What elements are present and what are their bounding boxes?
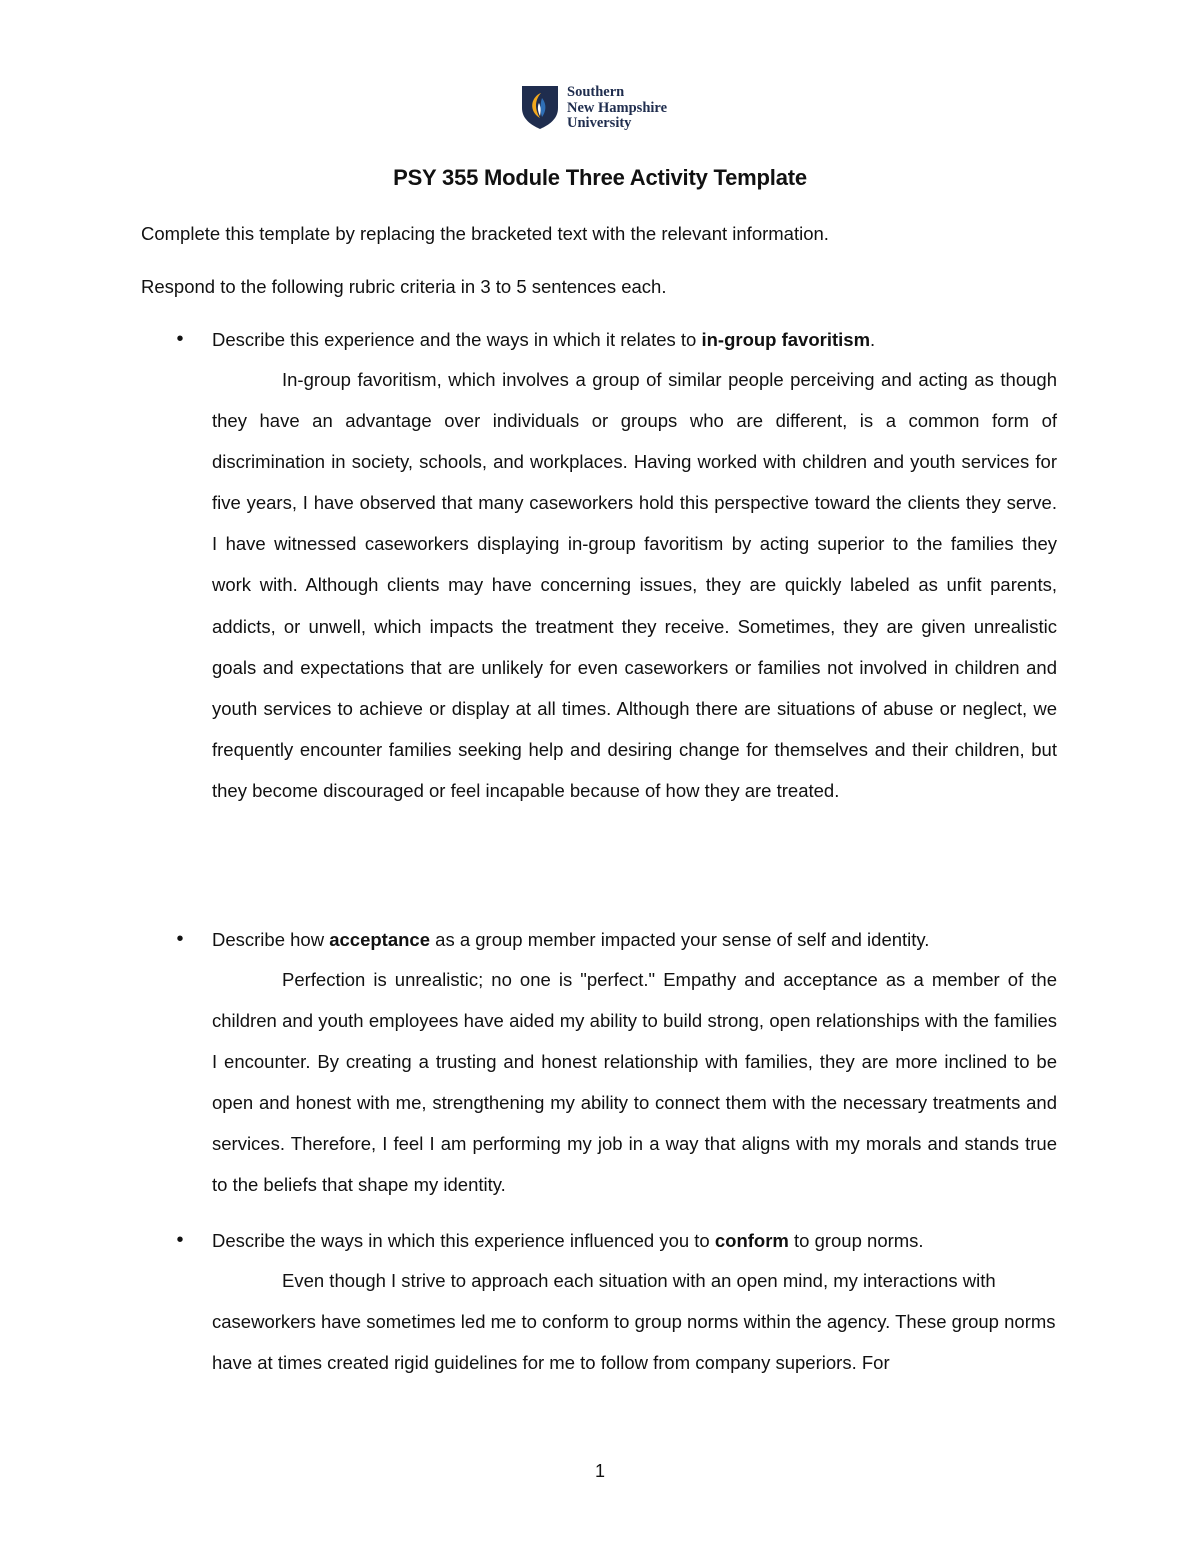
- page-number: 1: [594, 1461, 605, 1481]
- instruction-respond-criteria: Respond to the following rubric criteria in 3 to 5 sentences each.: [141, 276, 667, 297]
- logo-line-3: University: [567, 115, 632, 131]
- instruction-replace-text: Complete this template by replacing the bracketed text with the relevant information.: [141, 223, 829, 244]
- logo-line-2: New Hampshire: [567, 99, 668, 116]
- criterion-keyword: acceptance: [329, 929, 431, 950]
- criterion-prompt: [212, 1229, 1112, 1253]
- criterion-prompt: [212, 928, 1112, 952]
- criterion-prompt-suffix: .: [870, 329, 876, 350]
- bullet-point: •: [176, 328, 184, 350]
- document-title: PSY 355 Module Three Activity Template: [393, 165, 807, 190]
- criterion-prompt-suffix: as a group member impacted your sense of self and identity.: [430, 929, 930, 950]
- shield-flame-icon: [521, 84, 559, 130]
- bullet-point: •: [176, 1229, 184, 1251]
- criterion-prompt: [212, 328, 1112, 352]
- university-logo: [521, 84, 667, 132]
- criterion-prompt-suffix: to group norms.: [788, 1230, 924, 1251]
- criterion-answer: Perfection is unrealistic; no one is "perfect." Empathy and acceptance as a member of the children and youth employees have aided my ability to build strong, open relationships with the families I encounter. By creating a trusting and honest relationship with families, they are more inclined to be open and honest with me, strengthening my ability to connect them with the necessary treatments and services. Therefore, I feel I am performing my job in a way that aligns with my morals and stands true to the beliefs that shape my identity.: [212, 969, 1057, 1196]
- criterion-keyword: in-group favoritism: [701, 329, 871, 350]
- criterion-prompt-prefix: Describe this experience and the ways in which it relates to: [212, 329, 702, 350]
- criterion-answer: In-group favoritism, which involves a group of similar people perceiving and acting as though they have an advantage over individuals or groups who are different, is a common form of discrimination in society, schools, and workplaces. Having worked with children and youth services for five years, I have observed that many caseworkers hold this perspective toward the clients they serve. I have witnessed caseworkers displaying in-group favoritism by acting superior to the families they work with. Although clients may have concerning issues, they are quickly labeled as unfit parents, addicts, or unwell, which impacts the treatment they receive. Sometimes, they are given unrealistic goals and expectations that are unlikely for even caseworkers or families not involved in children and youth services to achieve or display at all times. Although there are situations of abuse or neglect, we frequently encounter families seeking help and desiring change for themselves and their children, but they become discouraged or feel incapable because of how they are treated.: [212, 369, 1057, 801]
- criterion-prompt-prefix: Describe the ways in which this experience influenced you to: [212, 1230, 715, 1251]
- bullet-point: •: [176, 928, 184, 950]
- criterion-keyword: conform: [714, 1230, 789, 1251]
- logo-line-1: Southern: [567, 84, 625, 100]
- criterion-prompt-prefix: Describe how: [212, 929, 330, 950]
- criterion-answer: Even though I strive to approach each situation with an open mind, my interactions with caseworkers have sometimes led me to conform to group norms within the agency. These group norms have at times created rigid guidelines for me to follow from company superiors. For: [212, 1270, 1056, 1374]
- logo-wordmark: [567, 85, 667, 132]
